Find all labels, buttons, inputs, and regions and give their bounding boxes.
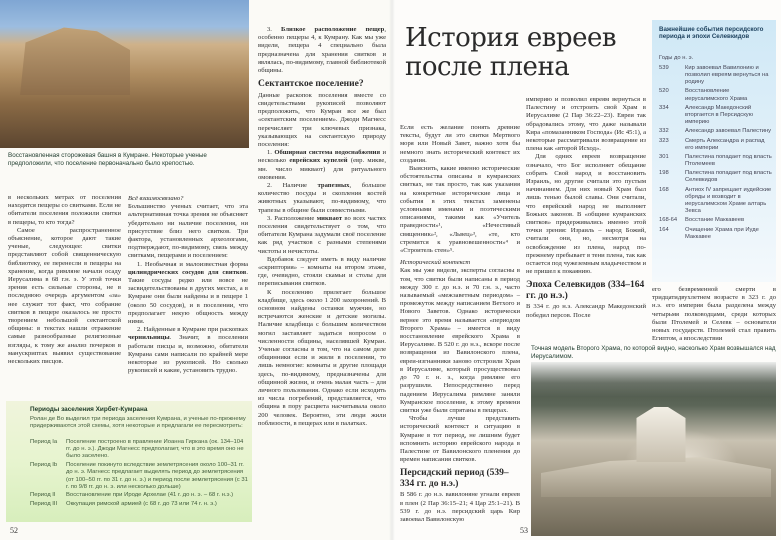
period-label: Период II — [30, 492, 56, 499]
sidebar-subtitle: Годы до н. э. — [659, 55, 694, 61]
paragraph: К поселению прилегает большое кладбище, здесь около 1 200 захоронений. В основном найдены останки мужчин, но встречаются женские и детские могилы. Наличие кладбища с большим количеством могил заставляет задаться вопросом о численности общины, населявшей Кумран. Ученые согласны в том, что на самом деле общинники если и жили в поселении, то лишь немногие: комнаты и другие площади здесь, по-видимому, предназначены для общинной жизни, и очень малая часть – для личного пользования. Однако если исходить из числа погребений, представляется, что община в пору расцвета насчитывала около 200 человек. Вероятно, эти люди жили поблизости, в пещерах или в палатках. — [258, 288, 386, 427]
event-year: 198 — [659, 170, 669, 177]
event-description: Очищение Храма при Иуде Маккавее — [685, 226, 759, 240]
bold-term: Обширная система водоснабжения — [274, 149, 381, 157]
paragraph: Вдобавок следует иметь в виду наличие «скриптория» – комнаты на втором этаже, где, очевидно, стояли скамьи и столы для переписывания свитков. — [258, 255, 386, 288]
paragraph: империю и позволил евреям вернуться в Палестину и отстроить свой Храм в Иерусалиме (2 Пар 36:22–23). Евреи так обрадовались этому, что даже называли Кира «помазанником Господа» (Ис 45:1), а некоторые рассматривали возвращение из плена как «второй Исход». — [526, 96, 646, 153]
paragraph: 3. Расположение микваот во всех частях поселения свидетельствует о том, что обитатели Кумрана задумали своё поселение как ряд участков с разными степенями чистоты и нечистоты. — [258, 214, 386, 255]
paragraph: Данные раскопок поселения вместе со свидетельствами рукописей позволяют предположить, что Кумран все же был «сектантским поселением». Джоди Магнесс перечисляет три ключевых признака, указывающих на сектантскую природу поселения: — [258, 91, 386, 148]
city-walls-shape — [541, 457, 771, 497]
text-column-3 — [258, 26, 386, 428]
paragraph: 3. Близкое расположение пещер, особенно пещеры 4, к Кумрану. Как мы уже видели, пещера 4 специально была предназначена для хранения свитков и являлась, по-видимому, главной библиотекой общины. — [258, 26, 387, 75]
period-description: Поселение построено в правление Иоанна Гиркана (ок. 134–104 гг. до н. э.). Джоди Магнесс предполагает, что в это время оно не было заселено. — [66, 439, 244, 460]
box-intro: Ролан де Во выделил три периода заселения Кумрана, и ученые по-прежнему придерживаются этой схемы, хотя некоторые и предлагали ее пересмотреть: — [30, 416, 246, 430]
period-row — [30, 501, 250, 508]
event-description: Палестина попадает под власть Селевкидов — [685, 170, 772, 184]
bold-term: трапезных — [317, 181, 350, 189]
event-year: 334 — [659, 104, 669, 111]
event-year: 301 — [659, 153, 669, 160]
photo-caption: Восстановленная сторожевая башня в Кумране. Некоторые ученые предположили, что поселение первоначально было крепостью. — [8, 152, 207, 167]
bold-term: Близкое расположение пещер — [281, 26, 385, 33]
event-description: Смерть Александра и распад его империи — [685, 137, 765, 151]
section-heading: Персидский период (539–334 гг. до н.э.) — [400, 468, 509, 489]
bold-term: микваот — [316, 214, 343, 222]
paragraph: Для одних евреев возвращение означало, что Бог исполняет обещание собрать Свой народ и восстановить Израиль, но другие считали это пустым начинанием. Для них новый Храм был лишь тенью былой славы. Они считали, что еврейский народ не выполняет Божьих законов. В «общине кумранских свитков» придерживались именно этой точки зрения: Израиль – народ Божий, считали они, но, несмотря на освобождение из плена, народ по-прежнему пребывает в тени плена, так как остается под чужеземным владычеством и не пришел к покаянию. — [526, 153, 646, 276]
event-row — [659, 138, 774, 152]
event-year: 520 — [659, 88, 669, 95]
event-year: 168 — [659, 186, 669, 193]
page-number: 53 — [520, 526, 528, 535]
bold-term: еврейских купелей — [289, 157, 348, 165]
paragraph: Если есть желание понять древние тексты, будут ли это свитки Мертвого моря или Новый Завет, важно хотя бы немного знать исторический контекст их создания. — [400, 124, 520, 164]
box-title: Периоды заселения Хирбет-Кумрана — [30, 406, 148, 413]
text-column-2 — [128, 191, 248, 375]
event-description: Восстание Маккавеев — [685, 217, 745, 224]
event-row — [659, 105, 774, 126]
event-row — [659, 187, 774, 215]
period-label: Период III — [30, 501, 58, 508]
period-row — [30, 439, 250, 461]
event-year: 332 — [659, 128, 669, 135]
text-column-b — [526, 96, 646, 320]
event-year: 168-64 — [659, 217, 678, 224]
periods-list — [30, 439, 250, 510]
event-row — [659, 65, 774, 86]
section-heading: Эпоха Селевкидов (334–164 гг. до н.э.) — [526, 280, 645, 301]
event-row — [659, 88, 774, 102]
event-row — [659, 227, 774, 241]
event-row — [659, 170, 774, 184]
paragraph: В 586 г. до н.э. вавилоняне угнали евреев в плен (2 Пар 36:15–21; 4 Цар 25:1–21). В 539 г. до н.э. персидский царь Кир завоевал Вавилонскую — [400, 491, 520, 523]
event-description: Александр завоевал Палестину — [685, 128, 772, 135]
event-year: 323 — [659, 137, 669, 144]
paragraph: Чтобы лучше представить исторический контекст и ситуацию в Кумране в тот период, не лишним будет вспомнить историю еврейского народа в Палестине от Вавилонского пленения до времен написания свитков. — [400, 415, 520, 464]
bold-term: чернильницы — [128, 334, 170, 342]
paragraph: Большинство ученых считает, что эта альтернативная точка зрения не объясняет убедительно ни наличие поселения, ни присутствие близ него свитков. Три фактора, установленных археологами, подтверждают, по-видимому, связь между свитками, пещерами и поселением: — [128, 203, 248, 260]
period-row — [30, 492, 250, 499]
temple-shape — [626, 407, 696, 462]
paragraph: В 334 г. до н.э. Александр Македонский победил персов. После — [526, 303, 646, 319]
chapter-title — [405, 24, 616, 82]
paragraph: в нескольких метрах от поселения находятся пещеры со свитками. Если не обитатели поселения положили свитки в пещеры, то кто тогда? — [8, 194, 121, 226]
title-line-1: История евреев — [405, 23, 616, 53]
section-heading: Сектантское поселение? — [258, 79, 364, 90]
event-description: Восстановление иерусалимского Храма — [685, 88, 748, 102]
text-column-1 — [8, 194, 121, 366]
qumran-tower-photo — [0, 0, 249, 148]
sidebar-title: Важнейшие события персидского периода и эпохи Селевкидов — [659, 26, 764, 41]
period-label: Период Ib — [30, 462, 58, 469]
paragraph: 1. Обширная система водоснабжения и несколько еврейских купелей (евр. микве, мн. число микваот) для ритуального омовения. — [258, 149, 386, 181]
event-description: Антиох IV запрещает иудейские обряды и возводит в иерусалимском Храме алтарь Зевса — [685, 186, 772, 214]
paragraph: его безвременной смерти в тридцатидвухлетнем возрасте в 323 г. до н.э. его империя была разделена между четырьмя полководцами, среди которых были Птолемей и Селевк – основатели новых государств. Птолемей стал править Египтом, а впоследствии — [652, 286, 776, 343]
subheading: Всё взаимосвязано? — [128, 195, 184, 202]
settlement-periods-box — [6, 401, 252, 522]
event-row — [659, 128, 774, 135]
event-description: Александр Македонский вторгается в Персидскую империю — [685, 104, 754, 126]
text-column-a — [400, 124, 520, 524]
paragraph: Самое распространенное объяснение, которое дают такие ученые, следующее: свитки представляют собой священническую библиотеку, ее перенесли в пещеры на хранение, когда римляне начали осаду Иерусалима в 68 г.н. э. У этой точки зрения есть сильные стороны, не в последнюю очередь аргументом «за» нее служит тот факт, что собрание свитков в пещере оказалось не просто творением небольшой сектантской общины: в текстах нашли отражение самые разнообразные религиозные взгляды, к тому же анализ почерков в манускриптах выявил существование нескольких писцов. — [8, 226, 121, 366]
paragraph: 1. Необычная и малоизвестная форма цилиндрических сосудов для свитков. Такие сосуды редко или вовсе не засвидетельствованы в других местах, а в Кумране они были найдены и в пещере 1 (около 50 сосудов), и в поселении, что предполагает некую общность между ними. — [128, 260, 248, 326]
page-number: 52 — [10, 526, 18, 535]
event-year: 164 — [659, 226, 669, 233]
period-label: Период Ia — [30, 439, 58, 445]
bold-term: цилиндрических сосудов для свитков — [128, 268, 247, 276]
event-description: Кир завоевал Вавилонию и позволил евреям вернуться на родину — [685, 65, 769, 86]
paragraph: Выяснить, какие именно исторические обстоятельства описаны в кумранских свитках, не так просто, так как указания на конкретные исторические лица и события в этих текстах заменены условными именами и поэтическими описаниями, такими как «Учитель праведности»¹, «Нечестивый священник»², «Львец»³, «те, кто стремится к уравновешенности»⁴ и «Строитель стен»⁵. — [400, 165, 520, 255]
book-gutter — [389, 0, 395, 540]
paragraph: Как мы уже видели, эксперты согласны в том, что свитки были написаны в период между 300 г. до н.э. и 70 г.н. э., часто называемый «межзаветным периодом» – промежуток между написанием Ветхого и Нового Заветов. Однако исторически вернее это время называется «периодом Второго Храма» – имеется в виду восстановление еврейского Храма в Иерусалиме. В 520 г. до н.э., вскоре после возвращения из Вавилонского плена, евреи-изгнанники заново отстроили Храм в Иерусалиме, который просуществовал до 70 г. н. э., когда римляне его разрушили. Непосредственно перед падением Иерусалима римляне заняли Кумранское поселение, к этому времени свитки уже были спрятаны в пещерах. — [400, 267, 520, 414]
event-row — [659, 154, 774, 168]
period-row — [30, 462, 250, 491]
period-description: Оккупация римской армией (с 68 г. до 73 или 74 г. н. э.) — [66, 501, 217, 508]
tower-ruin-shape — [20, 20, 130, 95]
period-description: Восстановление при Ироде Архелае (41 г. до н. э. – 68 г. н.э.) — [66, 492, 234, 499]
events-list — [659, 65, 774, 243]
event-description: Палестина попадает под власть Птолемеев — [685, 153, 772, 168]
paragraph: 2. Найденные в Кумране при раскопках чернильницы. Значит, в поселении работали писцы и, возможно, обитатели Кумрана сами написали по крайней мере некоторые из рукописей. Но сколько рукописей и какие, установить трудно. — [128, 326, 248, 375]
text-column-c — [652, 286, 776, 343]
period-description: Поселение покинуто вследствие землетрясения около 100–31 гг. до н. э. Магнесс предлагает выделять период до землетрясения (от 100–50 гг. по 31 г. до н. э.) и период после землетрясения (с 31 г. по 9/8 гг. до н. э. или несколько дольше) — [66, 462, 248, 490]
subheading: Исторический контекст — [400, 259, 471, 267]
title-line-2: после плена — [405, 52, 570, 82]
events-sidebar — [652, 20, 776, 282]
second-temple-model-photo — [531, 362, 776, 536]
event-year: 539 — [659, 65, 669, 71]
event-row — [659, 217, 774, 224]
paragraph: 2. Наличие трапезных, большое количество посуды и скопления костей животных указывают, по-видимому, что трапезы в общине были совместными. — [258, 181, 386, 214]
temple-photo-caption: Точная модель Второго Храма, по которой видно, насколько Храм возвышался над Иерусалимом. — [531, 345, 776, 360]
